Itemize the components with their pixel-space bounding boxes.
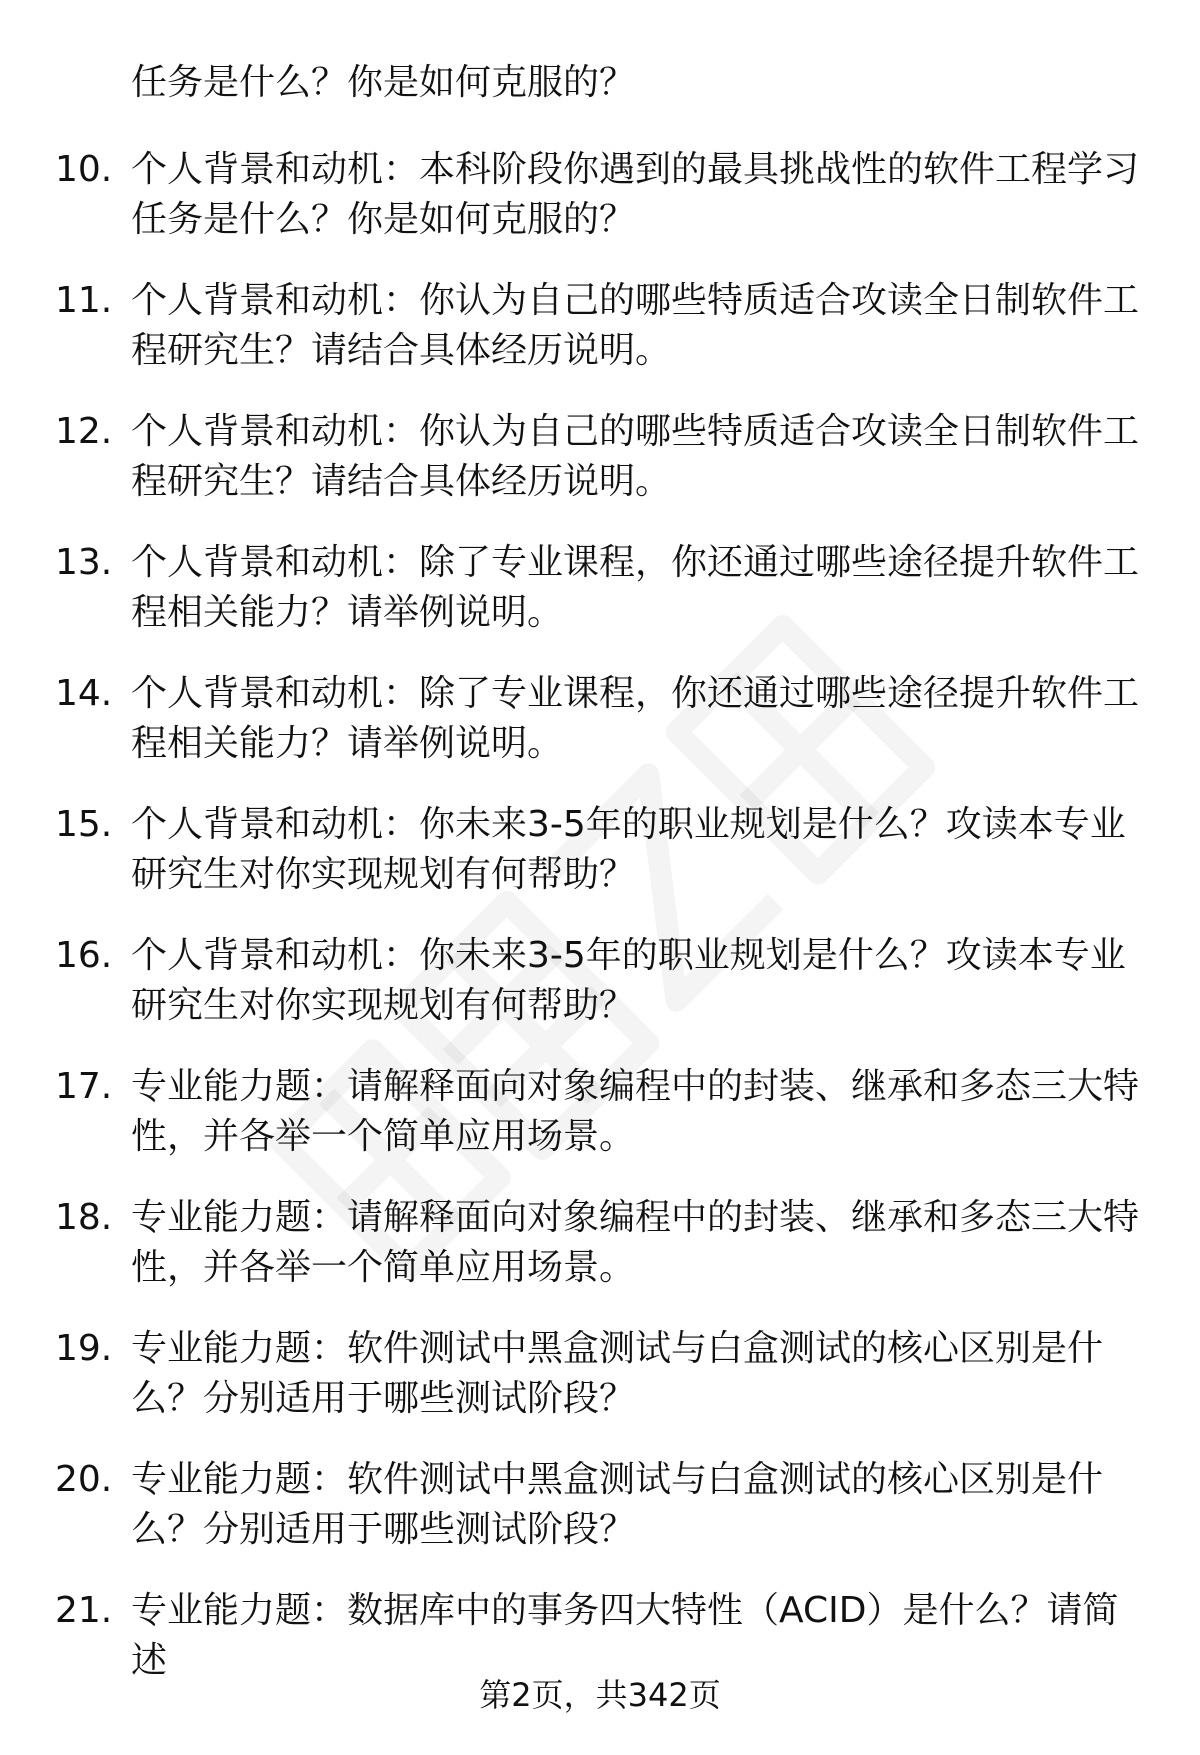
question-number: 18. bbox=[55, 1197, 113, 1238]
question-text: 专业能力题：数据库中的事务四大特性（ACID）是什么？请简述 bbox=[131, 1590, 1119, 1681]
question-text: 个人背景和动机：你认为自己的哪些特质适合攻读全日制软件工 程研究生？请结合具体经历说明。 bbox=[131, 411, 1140, 502]
question-text: 个人背景和动机：本科阶段你遇到的最具挑战性的软件工程学习 任务是什么？你是如何克服的？ bbox=[131, 149, 1140, 240]
page-footer: 第2页，共342页 bbox=[479, 1676, 721, 1714]
question-item bbox=[0, 669, 1200, 800]
question-text: 专业能力题：请解释面向对象编程中的封装、继承和多态三大特 性，并各举一个简单应用场景。 bbox=[131, 1197, 1140, 1288]
question-item bbox=[0, 1062, 1200, 1193]
question-list bbox=[0, 145, 1200, 1717]
question-item bbox=[0, 1324, 1200, 1455]
question-item bbox=[0, 276, 1200, 407]
question-number: 21. bbox=[55, 1590, 113, 1631]
question-item bbox=[0, 1455, 1200, 1586]
question-text: 个人背景和动机：除了专业课程，你还通过哪些途径提升软件工 程相关能力？请举例说明。 bbox=[131, 673, 1140, 764]
question-number: 17. bbox=[55, 1066, 113, 1107]
question-number: 11. bbox=[55, 280, 113, 321]
question-number: 13. bbox=[55, 542, 113, 583]
question-item bbox=[0, 407, 1200, 538]
question-item bbox=[0, 800, 1200, 931]
question-text: 专业能力题：软件测试中黑盒测试与白盒测试的核心区别是什 么？分别适用于哪些测试阶段？ bbox=[131, 1328, 1104, 1419]
question-text: 个人背景和动机：你认为自己的哪些特质适合攻读全日制软件工 程研究生？请结合具体经历说明。 bbox=[131, 280, 1140, 371]
question-number: 14. bbox=[55, 673, 113, 714]
question-text: 专业能力题：软件测试中黑盒测试与白盒测试的核心区别是什 么？分别适用于哪些测试阶段？ bbox=[131, 1459, 1104, 1550]
question-text: 专业能力题：请解释面向对象编程中的封装、继承和多态三大特 性，并各举一个简单应用场景。 bbox=[131, 1066, 1140, 1157]
question-item bbox=[0, 538, 1200, 669]
question-number: 19. bbox=[55, 1328, 113, 1369]
question-item bbox=[0, 145, 1200, 276]
question-item bbox=[0, 931, 1200, 1062]
question-text: 个人背景和动机：你未来3-5年的职业规划是什么？攻读本专业 研究生对你实现规划有何帮助？ bbox=[131, 935, 1126, 1026]
question-text: 个人背景和动机：除了专业课程，你还通过哪些途径提升软件工 程相关能力？请举例说明。 bbox=[131, 542, 1140, 633]
question-number: 12. bbox=[55, 411, 113, 452]
question-text: 个人背景和动机：你未来3-5年的职业规划是什么？攻读本专业 研究生对你实现规划有何帮助？ bbox=[131, 804, 1126, 895]
question-number: 10. bbox=[55, 149, 113, 190]
question-number: 16. bbox=[55, 935, 113, 976]
continuation-text: 任务是什么？你是如何克服的？ bbox=[131, 62, 636, 103]
question-item bbox=[0, 1193, 1200, 1324]
question-number: 15. bbox=[55, 804, 113, 845]
question-number: 20. bbox=[55, 1459, 113, 1500]
